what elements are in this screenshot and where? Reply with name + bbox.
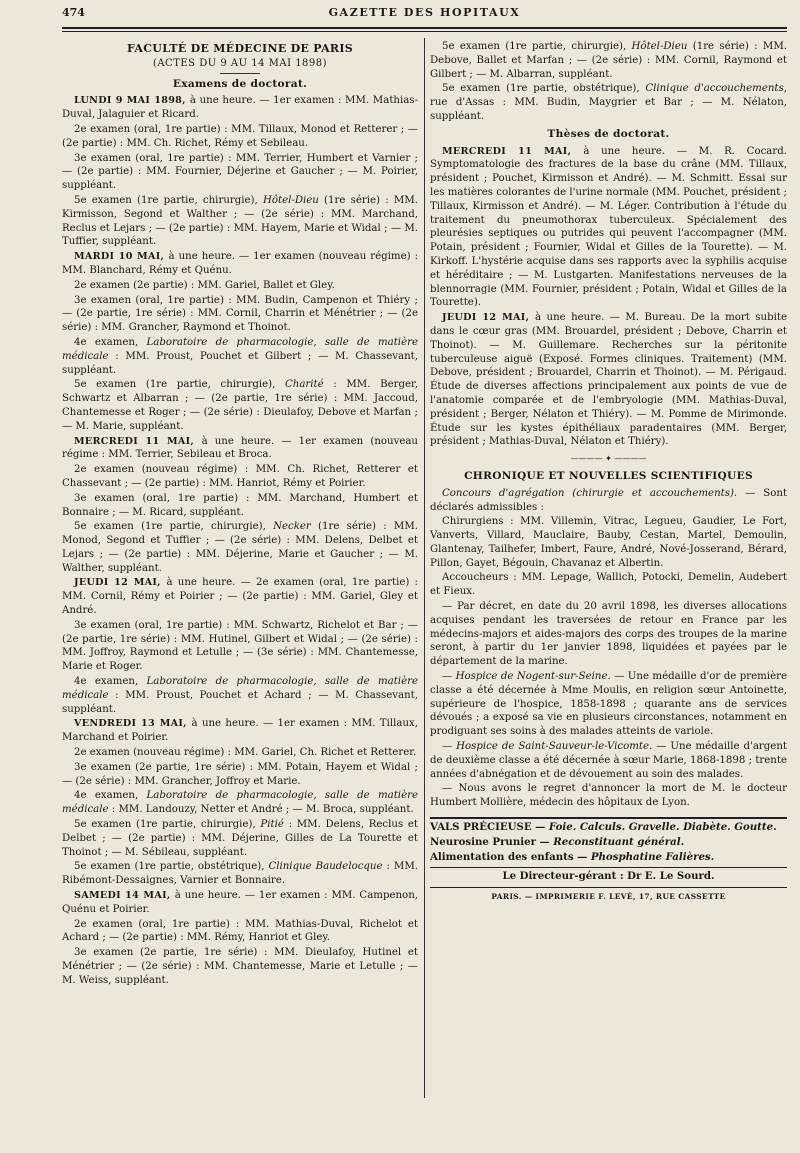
- journal-title: GAZETTE DES HOPITAUX: [328, 6, 521, 19]
- theses-heading: Thèses de doctorat.: [547, 127, 670, 140]
- these-entry: MERCREDI 11 MAI, à une heure. — M. R. Cocard. Symptomatologie des fractures de la base du crâne (MM. Tillaux, président ; Pouchet, Kirmisson et André). — M. Schmitt. Essai sur les matières colorantes de l'urine normale (MM. Pouchet, président ; Tillaux, Kirmisson et André). — M. Léger. Contribution à l'étude du traitement du pneumothorax tuberculeux. Spécialement des pleurésies septiques ou putrides qui peuvent l'accompagner (MM. Potain, président ; Fournier, Widal et Gilles de la Tourette). — M. Kirkoff. L'hystérie acquise dans ses rapports avec la syphilis acquise et héréditaire ; — M. Lustgarten. Manifestations nerveuses de la blennorragie (MM. Fournier, président ; Potain, Widal et Gilles de la Tourette).: [430, 145, 787, 309]
- left-column: [62, 40, 418, 989]
- page-number: 474: [62, 6, 85, 19]
- divider: [220, 73, 260, 74]
- entry: 5e examen (1re partie, chirurgie), Hôtel-Dieu (1re série) : MM. Debove, Ballet et Marfan ; — (2e série) : MM. Cornil, Raymond et Gilbert ; — M. Albarran, suppléant.: [430, 41, 787, 80]
- entry: 3e examen (oral, 1re partie) : MM. Budin, Campenon et Thiéry ; — (2e partie, 1re série) : MM. Cornil, Charrin et Ménétrier ; — (2e série) : MM. Grancher, Raymond et Thoinot.: [62, 294, 418, 334]
- news-item: — Nous avons le regret d'annoncer la mort de M. le docteur Humbert Mollière, médecin des hôpitaux de Lyon.: [430, 783, 787, 809]
- divider: [430, 887, 787, 888]
- entry: JEUDI 12 MAI, à une heure. — 2e examen (oral, 1re partie) : MM. Cornil, Rémy et Poirier ; — (2e partie) : MM. Gariel, Gley et André.: [62, 577, 418, 617]
- entry: 4e examen, Laboratoire de pharmacologie, salle de matière médicale : MM. Proust, Pouchet et Gilbert ; — M. Chassevant, suppléant.: [62, 336, 418, 376]
- entry: 5e examen (1re partie, chirurgie), Charité : MM. Berger, Schwartz et Albarran ; — (2e partie, 1re série) : MM. Jaccoud, Chantemesse et Roger ; — (2e série) : Dieulafoy, Debove et Marfan ; — M. Marie, suppléant.: [62, 379, 419, 432]
- printer-line: PARIS. — IMPRIMERIE F. LEVÉ, 17, RUE CASSETTE: [491, 892, 726, 902]
- ad-line: Neurosine Prunier — Reconstituant général.: [430, 835, 685, 848]
- these-entry: JEUDI 12 MAI, à une heure. — M. Bureau. De la mort subite dans le cœur gras (MM. Brouardel, président ; Debove, Charrin et Thoinot). — M. Guillemare. Recherches sur la péritonite tuberculeuse aiguë (Exposé. Formes cliniques. Traitement) (MM. Debove, président ; Brouardel, Charrin et Thoinot). — M. Périgaud. Étude de diverses affections principalement aux points de vue de l'anatomie comparée et de l'embryologie (MM. Mathias-Duval, président ; Berger, Nélaton et Thiéry). — M. Pomme de Mirimonde. Étude sur les kystes épithéliaux paradentaires (MM. Berger, président ; Mathias-Duval, Nélaton et Thiéry).: [430, 312, 787, 448]
- entry: 2e examen (oral, 1re partie) : MM. Tillaux, Monod et Retterer ; — (2e partie) : MM. Ch. Richet, Rémy et Sebileau.: [62, 123, 418, 149]
- entry: LUNDI 9 MAI 1898, à une heure. — 1er examen : MM. Mathias-Duval, Jalaguier et Ricard.: [62, 95, 418, 121]
- entry: 5e examen (1re partie, obstétrique), Clinique d'accouchements, rue d'Assas : MM. Budin, Maygrier et Bar ; — M. Nélaton, suppléant.: [430, 83, 787, 122]
- news-item: — Par décret, en date du 20 avril 1898, les diverses allocations acquises pendant les traversées de retour en France par les médecins-majors et aides-majors des corps des troupes de la marine seront, à partir du 1er janvier 1898, liquidées et payées par le département de la marine.: [430, 601, 787, 668]
- right-column: [430, 40, 787, 905]
- news-item: — Hospice de Saint-Sauveur-le-Vicomte. — Une médaille d'argent de deuxième classe a été décernée à sœur Marie, 1868-1898 ; trente années d'abnégation et de dévouement au soin des malades.: [430, 741, 787, 780]
- advertisements: [430, 821, 787, 864]
- faculty-dates: (ACTES DU 9 AU 14 MAI 1898): [152, 57, 328, 69]
- ad-line: Alimentation des enfants — Phosphatine Falières.: [430, 850, 715, 863]
- news-item: — Hospice de Nogent-sur-Seine. — Une médaille d'or de première classe a été décernée à Mme Moulis, en religion sœur Antoinette, supérieure de l'hospice, 1858-1898 ; quarante ans de services dévoués ; a exposé sa vie en plusieurs circonstances, notamment en prodiguant ses soins à des malades atteints de variole.: [430, 671, 787, 738]
- entry: 5e examen (1re partie, chirurgie), Pitié : MM. Delens, Reclus et Delbet ; — (2e partie) : MM. Déjerine, Gilles de La Tourette et Thoinot ; — M. Sébileau, suppléant.: [62, 819, 418, 858]
- entry: 3e examen (oral, 1re partie) : MM. Schwartz, Richelot et Bar ; — (2e partie, 1re série) : MM. Hutinel, Gilbert et Widal ; — (2e série) : MM. Joffroy, Raymond et Letulle ; — (3e série) : MM. Chantemesse, Marie et Roger.: [62, 619, 418, 673]
- column-divider: [424, 38, 425, 1098]
- ad-line: VALS PRÉCIEUSE — Foie. Calculs. Gravelle. Diabète. Goutte.: [430, 821, 777, 834]
- chronique-heading: CHRONIQUE ET NOUVELLES SCIENTIFIQUES: [464, 469, 753, 482]
- entry: 5e examen (1re partie, chirurgie), Hôtel-Dieu (1re série) : MM. Kirmisson, Segond et Walther ; — (2e série) : MM. Marchand, Reclus et Lejars ; — (2e partie) : MM. Hayem, Marie et Widal ; — M. Tuffier, suppléant.: [62, 194, 418, 248]
- entry: SAMEDI 14 MAI, à une heure. — 1er examen : MM. Campenon, Quénu et Poirier.: [62, 890, 418, 915]
- news-item: Accoucheurs : MM. Lepage, Wallich, Potocki, Demelin, Audebert et Fieux.: [430, 572, 787, 598]
- entry: 4e examen, Laboratoire de pharmacologie, salle de matière médicale : MM. Proust, Pouchet et Achard ; — M. Chassevant, suppléant.: [62, 676, 418, 715]
- news-item: Chirurgiens : MM. Villemin, Vitrac, Legueu, Gaudier, Le Fort, Vanverts, Villard, Mauclaire, Bauby, Cestan, Martel, Demoulin, Glantenay, Tailhefer, Imbert, Faure, André, Nové-Josserand, Bérard, Pillon, Gayet, Bégouin, Chavanaz et Albertin.: [430, 516, 787, 569]
- entry: 3e examen (2e partie, 1re série) : MM. Potain, Hayem et Widal ; — (2e série) : MM. Grancher, Joffroy et Marie.: [62, 761, 418, 787]
- entry: 3e examen (oral, 1re partie) : MM. Marchand, Humbert et Bonnaire ; — M. Ricard, suppléant.: [62, 492, 418, 518]
- entry: 3e examen (2e partie, 1re série) : MM. Dieulafoy, Hutinel et Ménétrier ; — (2e série) : MM. Chantemesse, Marie et Letulle ; — M. Weiss, suppléant.: [62, 947, 418, 986]
- header-rule: [62, 27, 787, 29]
- entry: 2e examen (oral, 1re partie) : MM. Mathias-Duval, Richelot et Achard ; — (2e partie) : MM. Rémy, Hanriot et Gley.: [62, 918, 418, 944]
- entry: 2e examen (nouveau régime) : MM. Gariel, Ch. Richet et Retterer.: [74, 747, 417, 759]
- entry: MERCREDI 11 MAI, à une heure. — 1er examen (nouveau régime : MM. Terrier, Sebileau et Broca.: [62, 435, 418, 461]
- examens-heading: Examens de doctorat.: [172, 77, 308, 90]
- entry: 5e examen (1re partie, obstétrique), Clinique Baudelocque : MM. Ribémont-Dessaignes, Varnier et Bonnaire.: [62, 861, 418, 887]
- divider: [430, 867, 787, 868]
- entry: VENDREDI 13 MAI, à une heure. — 1er examen : MM. Tillaux, Marchand et Poirier.: [62, 718, 418, 744]
- page-header: [62, 6, 787, 22]
- entry: 4e examen, Laboratoire de pharmacologie, salle de matière médicale : MM. Landouzy, Netter et André ; — M. Broca, suppléant.: [62, 790, 418, 816]
- faculty-heading: FACULTÉ DE MÉDECINE DE PARIS: [126, 42, 354, 55]
- ads-rule: [430, 817, 787, 819]
- entry: 2e examen (2e partie) : MM. Gariel, Ballet et Gley.: [74, 279, 335, 291]
- entry: 5e examen (1re partie, chirurgie), Necker (1re série) : MM. Monod, Segond et Tuffier ; — (2e série) : MM. Delens, Delbet et Lejars ; — (2e partie) : MM. Déjerine, Marie et Gaucher ; — M. Walther, suppléant.: [62, 521, 418, 574]
- entry: 3e examen (oral, 1re partie) : MM. Terrier, Humbert et Varnier ; — (2e partie) : MM. Fournier, Déjerine et Gaucher ; — M. Poirier, suppléant.: [62, 152, 418, 192]
- header-rule-thin: [62, 31, 787, 32]
- news-item: Concours d'agrégation (chirurgie et accouchements). — Sont déclarés admissibles :: [430, 487, 787, 513]
- ornament-divider: ———— ✦ ————: [570, 454, 647, 464]
- entry: MARDI 10 MAI, à une heure. — 1er examen (nouveau régime) : MM. Blanchard, Rémy et Quénu.: [62, 251, 419, 276]
- entry: 2e examen (nouveau régime) : MM. Ch. Richet, Retterer et Chassevant ; — (2e partie) : MM. Hanriot, Rémy et Poirier.: [62, 464, 418, 489]
- gerant-line: Le Directeur-gérant : Dr E. Le Sourd.: [502, 870, 715, 883]
